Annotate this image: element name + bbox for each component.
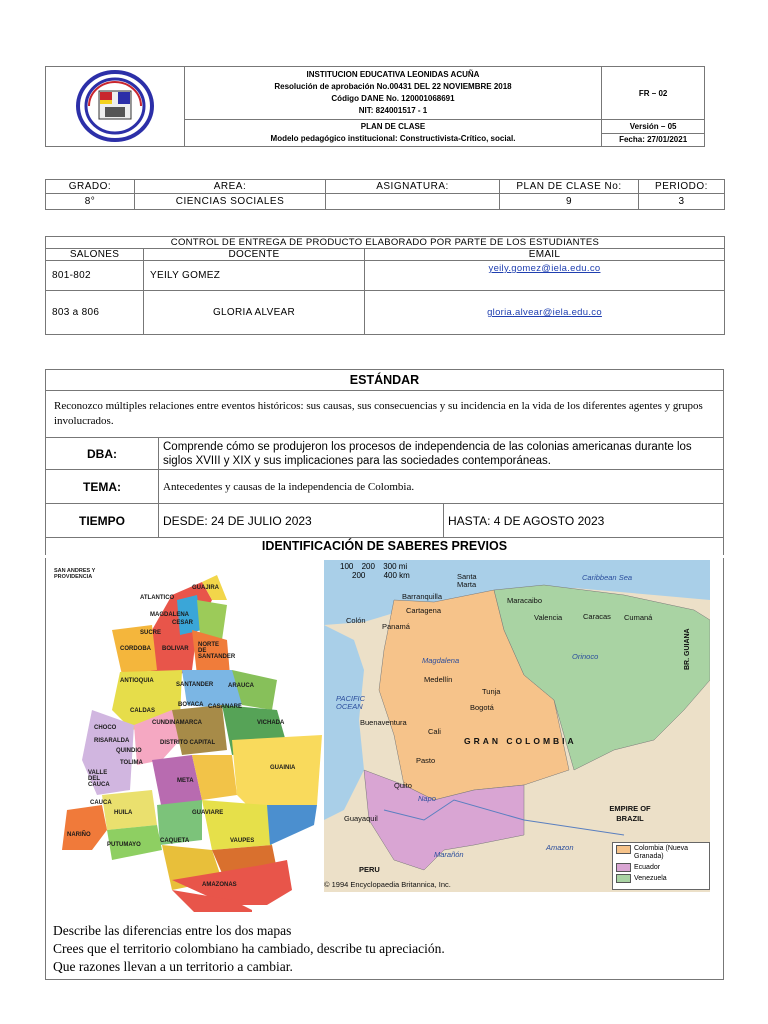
tiempo-label: TIEMPO	[46, 504, 159, 538]
estandar-label: ESTÁNDAR	[46, 370, 724, 391]
legend-venezuela-label: Venezuela	[634, 875, 667, 882]
plan-title: PLAN DE CLASE	[360, 122, 426, 131]
place-cumana: Cumaná	[624, 613, 653, 622]
salon-cell: 801-802	[46, 261, 144, 291]
label-valle-cauca: VALLE DEL CAUCA	[88, 770, 110, 788]
label-vaupes: VAUPES	[230, 838, 255, 844]
desde-date: DESDE: 24 DE JULIO 2023	[159, 504, 444, 538]
hasta-date: HASTA: 4 DE AGOSTO 2023	[444, 504, 724, 538]
periodo-value: 3	[639, 194, 725, 210]
email-link[interactable]: gloria.alvear@iela.edu.co	[487, 307, 602, 318]
grado-header: GRADO:	[46, 180, 135, 194]
docente-cell: YEILY GOMEZ	[144, 261, 365, 291]
legend-swatch	[616, 863, 631, 872]
legend-colombia	[616, 845, 709, 861]
scale-200km: 200	[352, 571, 366, 580]
institution-name: INSTITUCION EDUCATIVA LEONIDAS ACUÑA	[306, 70, 480, 79]
dane-code: Código DANE No. 120001068691	[331, 94, 455, 103]
place-pasto: Pasto	[416, 756, 436, 765]
gran-colombia-map	[324, 560, 710, 892]
map-legend	[612, 842, 710, 890]
place-maranon: Marañón	[434, 850, 464, 859]
place-cartagena: Cartagena	[406, 606, 442, 615]
place-maracaibo: Maracaibo	[507, 596, 543, 605]
label-meta: META	[177, 778, 194, 784]
place-amazon: Amazon	[546, 843, 574, 852]
school-seal-icon	[75, 69, 155, 143]
label-guainia: GUAINIA	[270, 765, 296, 771]
map-credit: © 1994 Encyclopaedia Britannica, Inc.	[324, 880, 451, 889]
label-atlantico: ATLANTICO	[140, 595, 175, 601]
table-row	[46, 261, 725, 291]
scale-200: 200	[361, 562, 375, 571]
area-value: CIENCIAS SOCIALES	[135, 194, 326, 210]
scale-100: 100	[340, 562, 354, 571]
place-colon: Colón	[346, 616, 366, 625]
label-bolivar: BOLIVAR	[162, 646, 189, 652]
label-casanare: CASANARE	[208, 704, 243, 710]
periodo-header: PERIODO:	[639, 180, 725, 194]
label-sucre: SUCRE	[140, 630, 162, 636]
area-header: AREA:	[135, 180, 326, 194]
control-title: CONTROL DE ENTREGA DE PRODUCTO ELABORADO POR PARTE DE LOS ESTUDIANTES	[46, 237, 725, 249]
salon-cell: 803 a 806	[46, 291, 144, 335]
scale-bar	[326, 562, 410, 580]
doc-date: Fecha: 27/01/2021	[619, 134, 688, 144]
label-boyaca: BOYACA	[178, 702, 204, 708]
salones-header: SALONES	[46, 249, 144, 261]
label-cordoba: CORDOBA	[120, 646, 151, 652]
label-antioquia: ANTIOQUIA	[120, 678, 154, 684]
label-norte-santander: NORTE DE SANTANDER	[198, 642, 236, 660]
asignatura-header: ASIGNATURA:	[326, 180, 500, 194]
place-valencia: Valencia	[534, 613, 563, 622]
place-napo: Napo	[418, 794, 436, 803]
asignatura-value	[326, 194, 500, 210]
email-header: EMAIL	[365, 249, 725, 261]
nit: NIT: 824001517 - 1	[358, 106, 428, 115]
label-risaralda: RISARALDA	[94, 738, 130, 744]
question-1: Describe las diferencias entre los dos mapas	[53, 923, 292, 938]
place-pacific-ocean: PACIFIC OCEAN	[336, 694, 366, 711]
grado-value: 8°	[46, 194, 135, 210]
label-guajira: GUAJIRA	[192, 585, 220, 591]
label-cundinamarca: CUNDINAMARCA	[152, 720, 202, 726]
label-choco: CHOCO	[94, 725, 117, 731]
dba-label: DBA:	[46, 438, 159, 470]
place-bogota: Bogotá	[470, 703, 494, 712]
plan-table	[45, 369, 724, 555]
docente-cell: GLORIA ALVEAR	[144, 291, 365, 335]
place-orinoco: Orinoco	[572, 652, 599, 661]
label-santander: SANTANDER	[176, 682, 214, 688]
place-peru: PERU	[359, 865, 380, 874]
label-arauca: ARAUCA	[228, 683, 254, 689]
place-br-guiana: BR. GUIANA	[684, 628, 691, 670]
legend-swatch	[616, 874, 631, 883]
place-magdalena: Magdalena	[422, 656, 460, 665]
label-distrito-capital: DISTRITO CAPITAL	[160, 740, 216, 746]
tema-label: TEMA:	[46, 470, 159, 504]
label-narino: NARIÑO	[67, 832, 91, 838]
saberes-label: IDENTIFICACIÓN DE SABERES PREVIOS	[46, 538, 724, 555]
version: Versión – 05	[602, 121, 704, 134]
tema-text: Antecedentes y causas de la independencia de Colombia.	[159, 470, 724, 504]
label-putumayo: PUTUMAYO	[107, 842, 141, 848]
place-quito: Quito	[394, 781, 412, 790]
place-barranquilla: Barranquilla	[402, 592, 443, 601]
resolution: Resolución de aprobación No.00431 DEL 22 NOVIEMBRE 2018	[274, 82, 512, 91]
label-caldas: CALDAS	[130, 708, 155, 714]
table-row	[46, 291, 725, 335]
label-cauca: CAUCA	[90, 800, 112, 806]
place-caracas: Caracas	[583, 612, 611, 621]
place-guayaquil: Guayaquil	[344, 814, 378, 823]
place-caribbean-sea: Caribbean Sea	[582, 573, 633, 582]
docente-header: DOCENTE	[144, 249, 365, 261]
place-medellin: Medellín	[424, 675, 453, 684]
legend-venezuela	[616, 874, 709, 883]
scale-300mi: 300 mi	[383, 562, 408, 571]
label-san-andres: SAN ANDRES Y PROVIDENCIA	[54, 568, 96, 580]
legend-colombia-label: Colombia (Nueva Granada)	[634, 845, 689, 860]
place-buenaventura: Buenaventura	[360, 718, 407, 727]
label-vichada: VICHADA	[257, 720, 285, 726]
email-link[interactable]: yeily.gomez@iela.edu.co	[488, 263, 601, 274]
pedagogical-model: Modelo pedagógico institucional: Constructivista-Crítico, social.	[270, 134, 516, 143]
place-santa-marta: Santa Marta	[457, 572, 477, 589]
label-cesar: CESAR	[172, 620, 194, 626]
legend-ecuador-label: Ecuador	[634, 864, 661, 871]
question-2: Crees que el territorio colombiano ha cambiado, describe tu apreciación.	[53, 941, 445, 956]
header-table	[45, 66, 705, 147]
label-amazonas: AMAZONAS	[202, 882, 237, 888]
school-logo	[46, 67, 185, 147]
label-quindio: QUINDIO	[116, 748, 142, 754]
label-caqueta: CAQUETA	[160, 838, 190, 844]
legend-ecuador	[616, 863, 709, 872]
dba-text: Comprende cómo se produjeron los procesos de independencia de las colonias americanas durante los siglos XVIII y XIX y sus implicaciones para las sociedades contemporáneas.	[159, 438, 724, 470]
label-huila: HUILA	[114, 810, 133, 816]
plan-number-header: PLAN DE CLASE No:	[500, 180, 639, 194]
doc-code: FR – 02	[602, 67, 705, 120]
place-cali: Cali	[428, 727, 441, 736]
estandar-text: Reconozco múltiples relaciones entre eventos históricos: sus causas, sus consecuencias y su incidencia en la vida de los diferentes agentes y grupos involucrados.	[46, 391, 724, 438]
place-gran-colombia: GRAN COLOMBIA	[464, 736, 577, 746]
label-magdalena: MAGDALENA	[150, 612, 189, 618]
colombia-departments-map	[52, 560, 324, 912]
plan-number-value: 9	[500, 194, 639, 210]
place-panama: Panamá	[382, 622, 410, 631]
question-3: Que razones llevan a un territorio a cambiar.	[53, 959, 293, 974]
place-empire-brazil: EMPIRE OF BRAZIL	[609, 804, 651, 823]
label-tolima: TOLIMA	[120, 760, 143, 766]
scale-400km: 400 km	[383, 571, 410, 580]
label-guaviare: GUAVIARE	[192, 810, 224, 816]
place-tunja: Tunja	[482, 687, 501, 696]
control-table	[45, 236, 725, 335]
legend-swatch	[616, 845, 631, 854]
course-table	[45, 179, 725, 210]
